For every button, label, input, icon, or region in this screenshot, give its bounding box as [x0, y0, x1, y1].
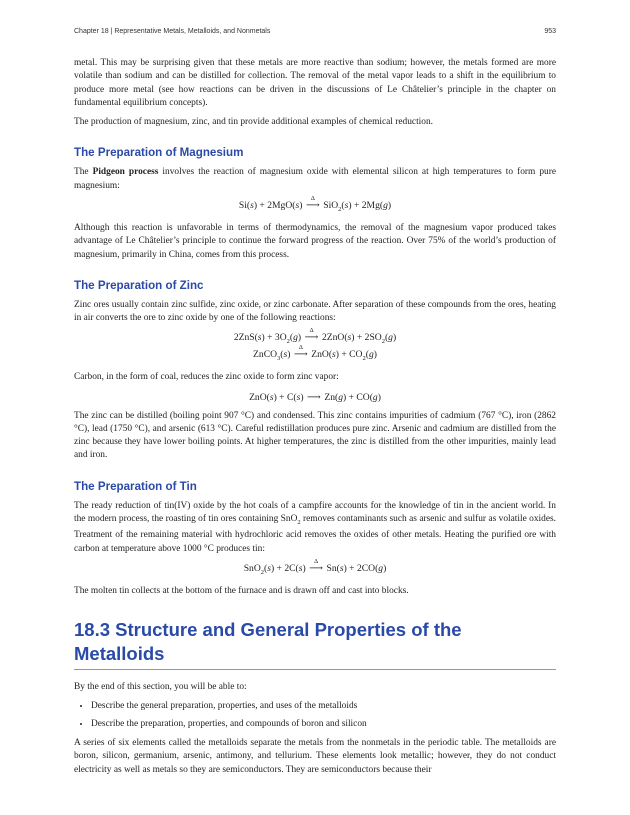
magnesium-equation	[74, 195, 556, 216]
zinc-reduction-equation	[74, 391, 556, 404]
equation-right: Zn(g) + CO(g)	[324, 391, 381, 403]
equation-left: Si(s) + 2MgO(s)	[238, 200, 303, 212]
learning-objectives	[74, 700, 556, 731]
reaction-arrow: Δ ⟶	[304, 327, 319, 344]
tin-paragraph-2: The molten tin collects at the bottom of the furnace and is drawn off and cast into blocks.	[74, 585, 409, 596]
zinc-paragraph-2: Carbon, in the form of coal, reduces the zinc oxide to form zinc vapor:	[74, 372, 339, 383]
zinc-heading: The Preparation of Zinc	[74, 278, 204, 292]
pidgeon-process-term: Pidgeon process	[92, 167, 159, 178]
reaction-arrow: ⟶	[307, 391, 321, 403]
equation-left: ZnCO$_3$(s)	[253, 349, 291, 363]
objective-item: • Describe the general preparation, properties, and uses of the metalloids	[91, 700, 556, 713]
equation-left: $2ZnS(s) + 3O_2(g)$	[233, 332, 302, 346]
tin-heading: The Preparation of Tin	[74, 479, 197, 493]
equation-left: ZnO(s) + C(s)	[249, 391, 304, 403]
zinc-paragraph-1: Zinc ores usually contain zinc sulfide, zinc oxide, or zinc carbonate. After separation of these compounds from the ores, heating in air converts the ore to zinc oxide by one of the following reactions:	[74, 299, 556, 324]
objective-item: • Describe the preparation, properties, and compounds of boron and silicon	[91, 718, 556, 731]
page-content	[74, 57, 556, 783]
zinc-paragraph-3: The zinc can be distilled (boiling point 907 °C) and condensed. This zinc contains impurities of cadmium (767 °C), iron (2862 °C), lead (1750 °C), and arsenic (613 °C). Careful redistillation produces pure zinc. Arsenic and cadmium are distilled from the zinc because they have lower boiling points. At higher temperatures, the zinc is distilled from the other impurities, mainly lead and iron.	[74, 410, 556, 461]
equation-right: $2ZnO(s) + 2SO_2(g)$	[321, 332, 397, 346]
zinc-equations	[74, 327, 556, 365]
reaction-arrow: Δ ⟶	[309, 557, 323, 574]
equation-right: Sn(s) + 2CO(g)	[326, 562, 387, 574]
intro-paragraph-1: metal. This may be surprising given that these metals are more reactive than sodium; however, the metals formed are more volatile than sodium and can be distilled for collection. The removal of the metal vapor leads to a shift in the equilibrium to produce more metal (see how reactions can be driven in the discussions of Le Châtelier’s principle in the chapter on fundamental equilibrium concepts).	[74, 58, 556, 108]
intro-paragraph-2: The production of magnesium, zinc, and tin provide additional examples of chemical reduction.	[74, 117, 434, 128]
equation-right: $ZnO(s) + CO_2(g)$	[311, 349, 377, 363]
equation-left: SnO$_2$(s) + 2C(s)	[243, 562, 306, 576]
equation-right: SiO$_2$(s) + 2Mg(g)	[323, 200, 392, 213]
chapter-title: Chapter 18 | Representative Metals, Metalloids, and Nonmetals	[74, 28, 271, 35]
magnesium-heading: The Preparation of Magnesium	[74, 146, 244, 160]
objectives-intro: By the end of this section, you will be able to:	[74, 682, 247, 693]
magnesium-paragraph-2: Although this reaction is unfavorable in terms of thermodynamics, the removal of the magnesium vapor produced takes advantage of Le Châtelier’s principle to continue the forward progress of the reaction. Over 75% of the world’s production of magnesium, primarily in China, comes from this process.	[74, 222, 556, 260]
section-heading: 18.3 Structure and General Properties of the Metalloids	[74, 618, 556, 670]
running-header	[74, 28, 556, 35]
reaction-arrow: Δ ⟶	[293, 344, 308, 361]
tin-paragraph-1: The ready reduction of tin(IV) oxide by the hot coals of a campfire accounts for the knowledge of tin in the ancient world. In the modern process, the roasting of tin ores containing SnO$_2$ removes contaminants such as arsenic and sulfur as volatile oxides. Treatment of the remaining material with hydrochloric acid removes the oxides of other metals. Heating the purified ore with carbon at temperature above 1000 °C produces tin:	[74, 500, 556, 554]
metalloids-paragraph: A series of six elements called the metalloids separate the metals from the nonmetals in the periodic table. The metalloids are boron, silicon, germanium, arsenic, antimony, and tellurium. These elements look metallic; however, they do not conduct electricity as well as metals so they are semiconductors. They are semiconductors because their	[74, 737, 556, 775]
tin-equation	[74, 557, 556, 579]
magnesium-paragraph-1: The Pidgeon process involves the reaction of magnesium oxide with elemental silicon at high temperatures to form pure magnesium:	[74, 167, 556, 191]
reaction-arrow: Δ ⟶	[305, 195, 320, 212]
page-number: 953	[544, 28, 556, 35]
